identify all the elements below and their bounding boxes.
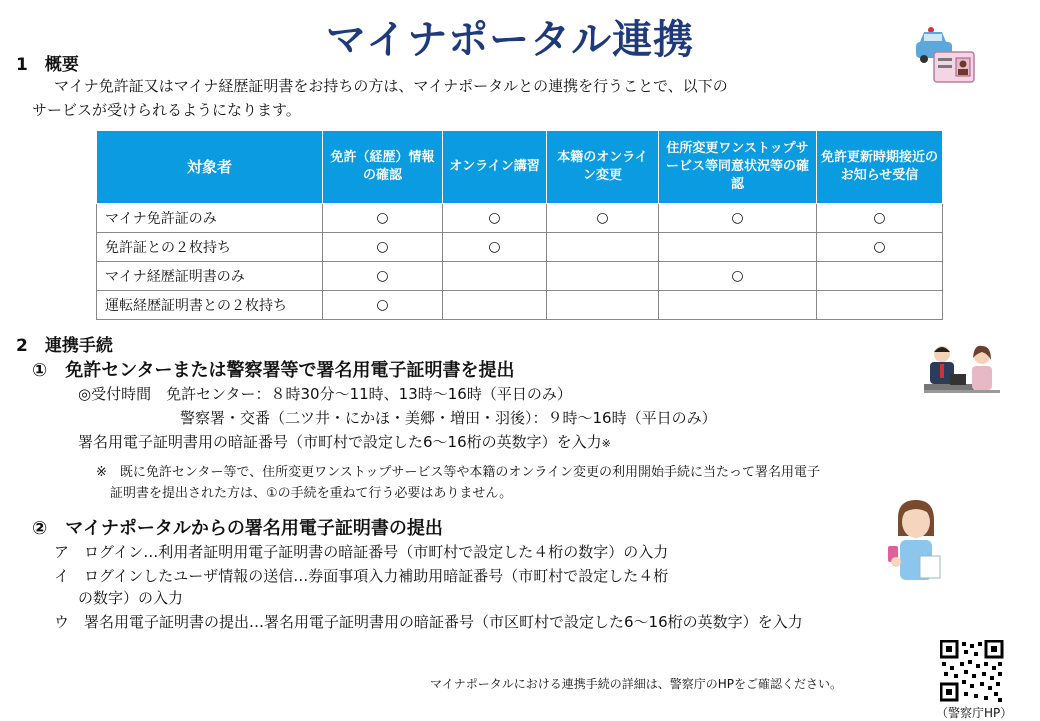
table-cell [659, 233, 817, 262]
table-cell [547, 291, 659, 320]
table-cell [443, 291, 547, 320]
table-cell: ○ [323, 291, 443, 320]
person-with-phone-icon [880, 496, 952, 582]
table-row [97, 262, 943, 291]
table-header: 免許（経歴）情報の確認 [323, 131, 443, 204]
step2-item-i-line1: イ ログインしたユーザ情報の送信…券面事項入力補助用暗証番号（市町村で設定した４桁 [54, 567, 669, 585]
table-row [97, 204, 943, 233]
table-row [97, 291, 943, 320]
table-header: 住所変更ワンストップサービス等同意状況等の確認 [659, 131, 817, 204]
table-header: 本籍のオンライン変更 [547, 131, 659, 204]
table-cell: ○ [817, 233, 943, 262]
table-cell: ○ [443, 233, 547, 262]
section1-heading: 1 概要 [16, 55, 79, 75]
table-header: 対象者 [97, 131, 323, 204]
table-cell: ○ [323, 262, 443, 291]
table-cell: ○ [659, 204, 817, 233]
step1-hours-line2: 警察署・交番（二ツ井・にかほ・美郷・増田・羽後）：９時～16時（平日のみ） [180, 409, 717, 427]
table-cell: ○ [547, 204, 659, 233]
table-cell [817, 262, 943, 291]
step1-note-line1: ※ 既に免許センター等で、住所変更ワンストップサービス等や本籍のオンライン変更の利用開始手続に当たって署名用電子 [96, 465, 820, 480]
step1-hours-line1: ◎受付時間 免許センター：８時30分～11時、13時～16時（平日のみ） [78, 385, 572, 403]
step1-note-line2: 証明書を提出された方は、①の手続を重ねて行う必要はありません。 [110, 486, 513, 501]
table-row [97, 233, 943, 262]
qr-code-icon[interactable] [940, 640, 1004, 702]
table-cell: ○ [323, 233, 443, 262]
step1-pin-note-mark: ※ [601, 437, 611, 450]
step1-pin-line [78, 431, 611, 455]
table-cell [443, 262, 547, 291]
step2-title: ② マイナポータルからの署名用電子証明書の提出 [32, 518, 443, 539]
table-cell [659, 291, 817, 320]
step2-item-u: ウ 署名用電子証明書の提出…署名用電子証明書用の暗証番号（市区町村で設定した6～16桁の英数字）を入力 [54, 613, 803, 631]
section1-intro-line2: サービスが受けられるようになります。 [32, 101, 301, 119]
table-header: オンライン講習 [443, 131, 547, 204]
table-cell: ○ [659, 262, 817, 291]
table-header: 免許更新時期接近のお知らせ受信 [817, 131, 943, 204]
step2-item-a: ア ログイン…利用者証明用電子証明書の暗証番号（市町村で設定した４桁の数字）の入力 [54, 543, 669, 561]
step2-item-i-line2: の数字）の入力 [78, 589, 184, 607]
table-cell: ○ [443, 204, 547, 233]
row-label: マイナ経歴証明書のみ [97, 262, 323, 291]
table-header-row [97, 131, 943, 204]
step1-pin-text: 署名用電子証明書用の暗証番号（市町村で設定した6～16桁の英数字）を入力 [78, 433, 602, 451]
counter-illustration-icon [922, 340, 1002, 404]
step1-title: ① 免許センターまたは警察署等で署名用電子証明書を提出 [32, 360, 515, 381]
table-cell [547, 233, 659, 262]
row-label: マイナ免許証のみ [97, 204, 323, 233]
section1-intro-line1: マイナ免許証又はマイナ経歴証明書をお持ちの方は、マイナポータルとの連携を行うことで、以下の [54, 77, 728, 95]
table-cell [817, 291, 943, 320]
section2-heading: 2 連携手続 [16, 336, 113, 356]
table-cell: ○ [817, 204, 943, 233]
page-title: マイナポータル連携 [325, 17, 695, 63]
footer-note: マイナポータルにおける連携手続の詳細は、警察庁のHPをご確認ください。 [430, 677, 843, 691]
table-cell: ○ [323, 204, 443, 233]
row-label: 運転経歴証明書との２枚持ち [97, 291, 323, 320]
row-label: 免許証との２枚持ち [97, 233, 323, 262]
service-table [96, 130, 943, 320]
qr-caption: （警察庁HP） [936, 706, 1013, 720]
table-cell [547, 262, 659, 291]
car-license-icon [912, 22, 978, 86]
